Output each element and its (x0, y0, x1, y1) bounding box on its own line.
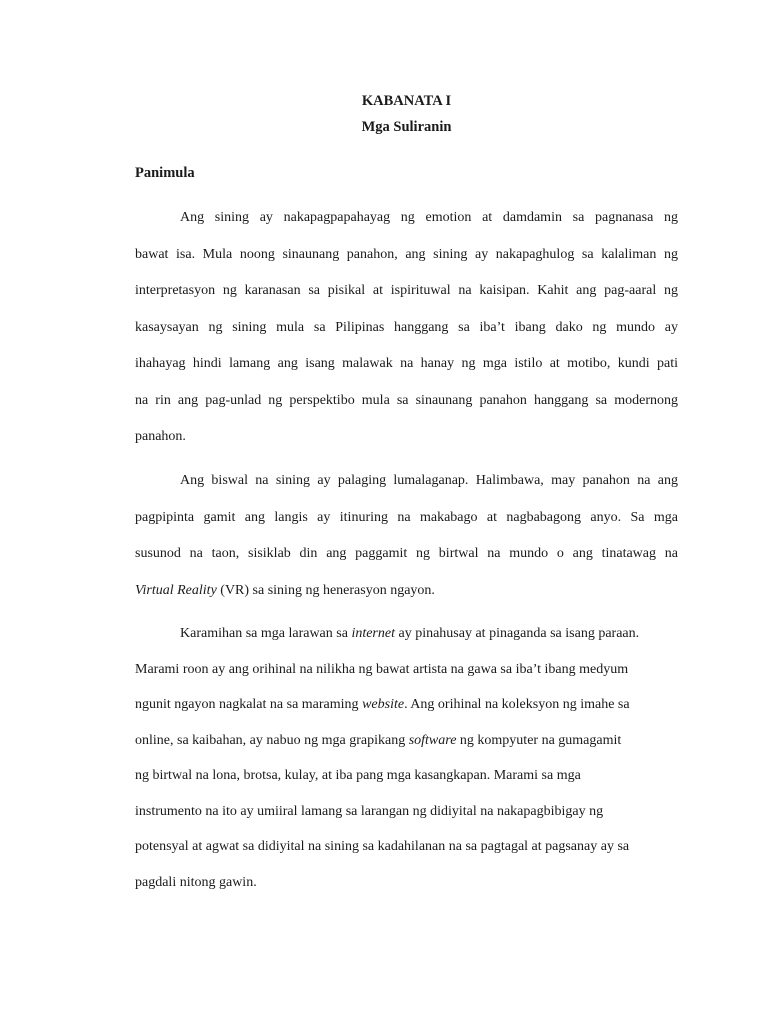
text-line (135, 800, 678, 836)
text-segment: Ang biswal na sining ay palaging lumalaganap. Halimbawa, may panahon na ang (180, 473, 678, 488)
text-line (135, 279, 678, 316)
paragraph-1 (135, 206, 678, 462)
text-line (135, 352, 678, 389)
text-segment: Karamihan sa mga larawan sa (180, 626, 352, 641)
text-segment: ng kompyuter na gumagamit (456, 732, 622, 748)
section-heading: Panimula (135, 165, 195, 181)
italic-text: software (408, 732, 457, 748)
italic-text: Virtual Reality (135, 582, 217, 598)
text-segment: online, sa kaibahan, ay nabuo ng mga grapikang (135, 732, 409, 748)
text-line (135, 243, 678, 280)
chapter-heading: KABANATA I (361, 93, 452, 109)
text-segment: (VR) sa sining ng henerasyon ngayon. (216, 582, 435, 598)
text-line (135, 764, 678, 800)
text-segment: na rin ang pag-unlad ng perspektibo mula sa sinaunang panahon hanggang sa modernong (135, 392, 678, 408)
text-segment: interpretasyon ng karanasan sa pisikal at ispirituwal na kaisipan. Kahit ang pag-aaral ng (135, 283, 678, 298)
italic-text: internet (351, 626, 395, 641)
text-segment: Marami roon ay ang orihinal na nilikha ng bawat artista na gawa sa iba’t ibang medyum (135, 661, 629, 677)
text-line (135, 542, 678, 579)
text-segment: potensyal at agwat sa didiyital na sining sa kadahilanan na sa pagtagal at pagsanay ay sa (135, 839, 630, 854)
paragraph-2 (135, 469, 678, 615)
text-segment: . Ang orihinal na koleksyon ng imahe sa (404, 697, 630, 712)
text-line (135, 206, 678, 243)
text-segment: ihahayag hindi lamang ang isang malawak na hanay ng mga istilo at motibo, kundi pati (135, 356, 678, 371)
text-line (135, 622, 678, 658)
text-line (135, 693, 678, 729)
text-segment: ng birtwal na lona, brotsa, kulay, at iba pang mga kasangkapan. Marami sa mga (135, 768, 581, 783)
text-segment: bawat isa. Mula noong sinaunang panahon, ang sining ay nakapaghulog sa kalaliman ng (135, 246, 678, 262)
text-line (135, 506, 678, 543)
text-segment: ay pinahusay at pinaganda sa isang paraan. (394, 626, 640, 641)
text-line (135, 871, 678, 907)
text-segment: panahon. (135, 429, 186, 444)
text-line (135, 835, 678, 871)
text-segment: pagdali nitong gawin. (135, 874, 257, 890)
text-segment: kasaysayan ng sining mula sa Pilipinas hanggang sa iba’t ibang dako ng mundo ay (135, 319, 678, 335)
italic-text: website (362, 697, 405, 712)
text-segment: ngunit ngayon nagkalat na sa maraming (135, 697, 363, 712)
text-segment: instrumento na ito ay umiiral lamang sa larangan ng didiyital na nakapagbibigay ng (135, 803, 604, 819)
text-line (135, 425, 678, 462)
text-segment: susunod na taon, sisiklab din ang paggamit ng birtwal na mundo o ang tinatawag na (135, 546, 678, 561)
chapter-title: Mga Suliranin (361, 119, 452, 135)
text-line (135, 658, 678, 694)
text-line (135, 389, 678, 426)
text-line (135, 469, 678, 506)
text-line (135, 729, 678, 765)
text-line (135, 579, 678, 616)
text-segment: pagpipinta gamit ang langis ay itinuring na makabago at nagbabagong anyo. Sa mga (135, 509, 678, 525)
text-segment: Ang sining ay nakapagpapahayag ng emotion at damdamin sa pagnanasa ng (180, 210, 678, 225)
text-line (135, 316, 678, 353)
paragraph-3 (135, 622, 678, 906)
